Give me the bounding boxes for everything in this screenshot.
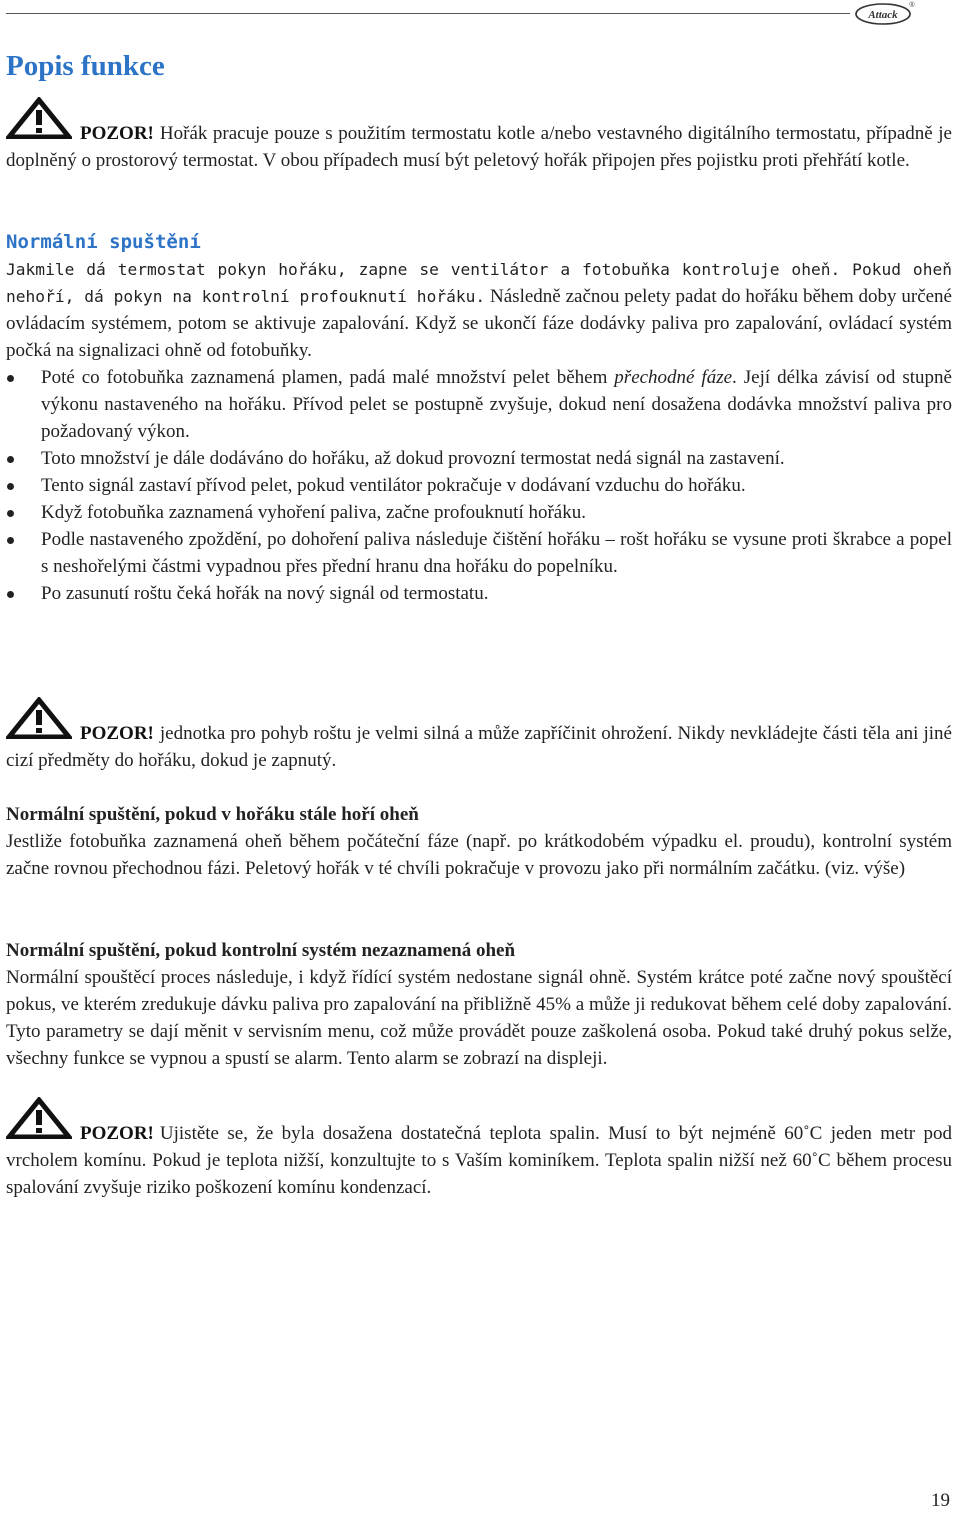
list-item: Poté co fotobuňka zaznamená plamen, padá malé množství pelet během přechodné fáze. Její délka závisí od stupně výkonu nastaveného na hořáku. Přívod pelet se postupně zvyšuje, dokud není dosažena dodávka množství paliva pro požadovaný výkon. [6,364,952,445]
bullet-dot [7,456,14,463]
warning-triangle-icon [6,1097,72,1139]
list-item: Podle nastaveného zpoždění, po dohoření paliva následuje čištění hořáku – rošt hořáku se vysune proti škrabce a popel s neshořelými částmi vypadnou přes přední hranu dna hořáku do popelníku. [6,526,952,580]
bullet-dot [7,483,14,490]
section-start-fire-burning [6,801,952,882]
warning-text: Hořák pracuje pouze s použitím termostatu kotle a/nebo vestavného digitálního termostatu, případně je doplněný o prostorový termostat. V obou případech musí být peletový hořák připojen přes pojistku proti přehřátí kotle. [6,123,952,171]
bullet-dot [7,375,14,382]
warning-box-2 [6,697,952,774]
section-paragraph: Normální spouštěcí proces následuje, i když řídící systém nedostane signál ohně. Systém krátce poté začne nový spouštěcí pokus, ve kterém zredukuje dávku paliva pro zapalování na přibližně 45% a může ji redukovat během celé doby zapalování. Tyto parametry se dají měnit v servisním menu, což může provádět pouze zaškolená osoba. Pokud také druhý pokus selže, všechny funkce se vypnou a spustí se alarm. Tento alarm se zobrazí na displeji. [6,967,952,1069]
section-heading: Normální spuštění [6,231,201,253]
bullet-dot [7,591,14,598]
list-item: Po zasunutí roštu čeká hořák na nový signál od termostatu. [6,580,952,607]
list-item: Tento signál zastaví přívod pelet, pokud ventilátor pokračuje v dodávaní vzduchu do hořáku. [6,472,952,499]
header-rule [6,13,850,14]
registered-mark: ® [909,2,915,9]
warning-text: jednotka pro pohyb roštu je velmi silná a může zapříčinit ohrožení. Nikdy nevkládejte části těla ani jiné cizí předměty do hořáku, dokud je zapnutý. [6,723,952,771]
section-paragraph-part2: Následně začnou pelety padat do hořáku během doby určené ovládacím systémem, potom se aktivuje zapalování. Když se ukončí fáze dodávky paliva pro zapalování, ovládací systém počká na signalizaci ohně od fotobuňky. [6,286,952,361]
warning-triangle-icon [6,97,72,139]
warning-box-1 [6,97,952,174]
section-paragraph: Jestliže fotobuňka zaznamená oheň během počáteční fáze (např. po krátkodobém výpadku el. proudu), kontrolní systém začne rovnou přechodnou fázi. Peletový hořák v té chvíli pokračuje v provozu jako při normálním začátku. (viz. výše) [6,831,952,879]
bullet-dot [7,510,14,517]
section-normal-start [6,229,952,607]
warning-box-3 [6,1097,952,1201]
section-paragraph-part1: Jakmile dá termostat pokyn hořáku, zapne se ventilátor a fotobuňka kontroluje oheň. Pokud oheň nehoří, dá pokyn na kontrolní profouknutí hořáku. [6,260,952,306]
section-heading: Normální spuštění, pokud v hořáku stále hoří oheň [6,804,419,825]
list-item: Když fotobuňka zaznamená vyhoření paliva, začne profouknutí hořáku. [6,499,952,526]
attack-logo [854,0,916,28]
section-start-no-fire [6,937,952,1072]
warning-text: Ujistěte se, že byla dosažena dostatečná teplota spalin. Musí to být nejméně 60˚C jeden metr pod vrcholem komínu. Pokud je teplota nižší, konzultujte to s Vaším kominíkem. Teplota spalin nižší než 60˚C během procesu spalování zvyšuje riziko poškození komínu kondenzací. [6,1123,952,1198]
page-title: Popis funkce [6,50,165,82]
warning-label: POZOR! [80,1123,154,1144]
section-heading: Normální spuštění, pokud kontrolní systém nezaznamená oheň [6,940,516,961]
bullet-dot [7,537,14,544]
warning-label: POZOR! [80,723,154,744]
page-number: 19 [931,1490,950,1511]
list-item: Toto množství je dále dodáváno do hořáku, až dokud provozní termostat nedá signál na zastavení. [6,445,952,472]
bullet-list [6,364,952,607]
warning-label: POZOR! [80,123,154,144]
warning-triangle-icon [6,697,72,739]
logo-text: Attack [868,9,898,21]
